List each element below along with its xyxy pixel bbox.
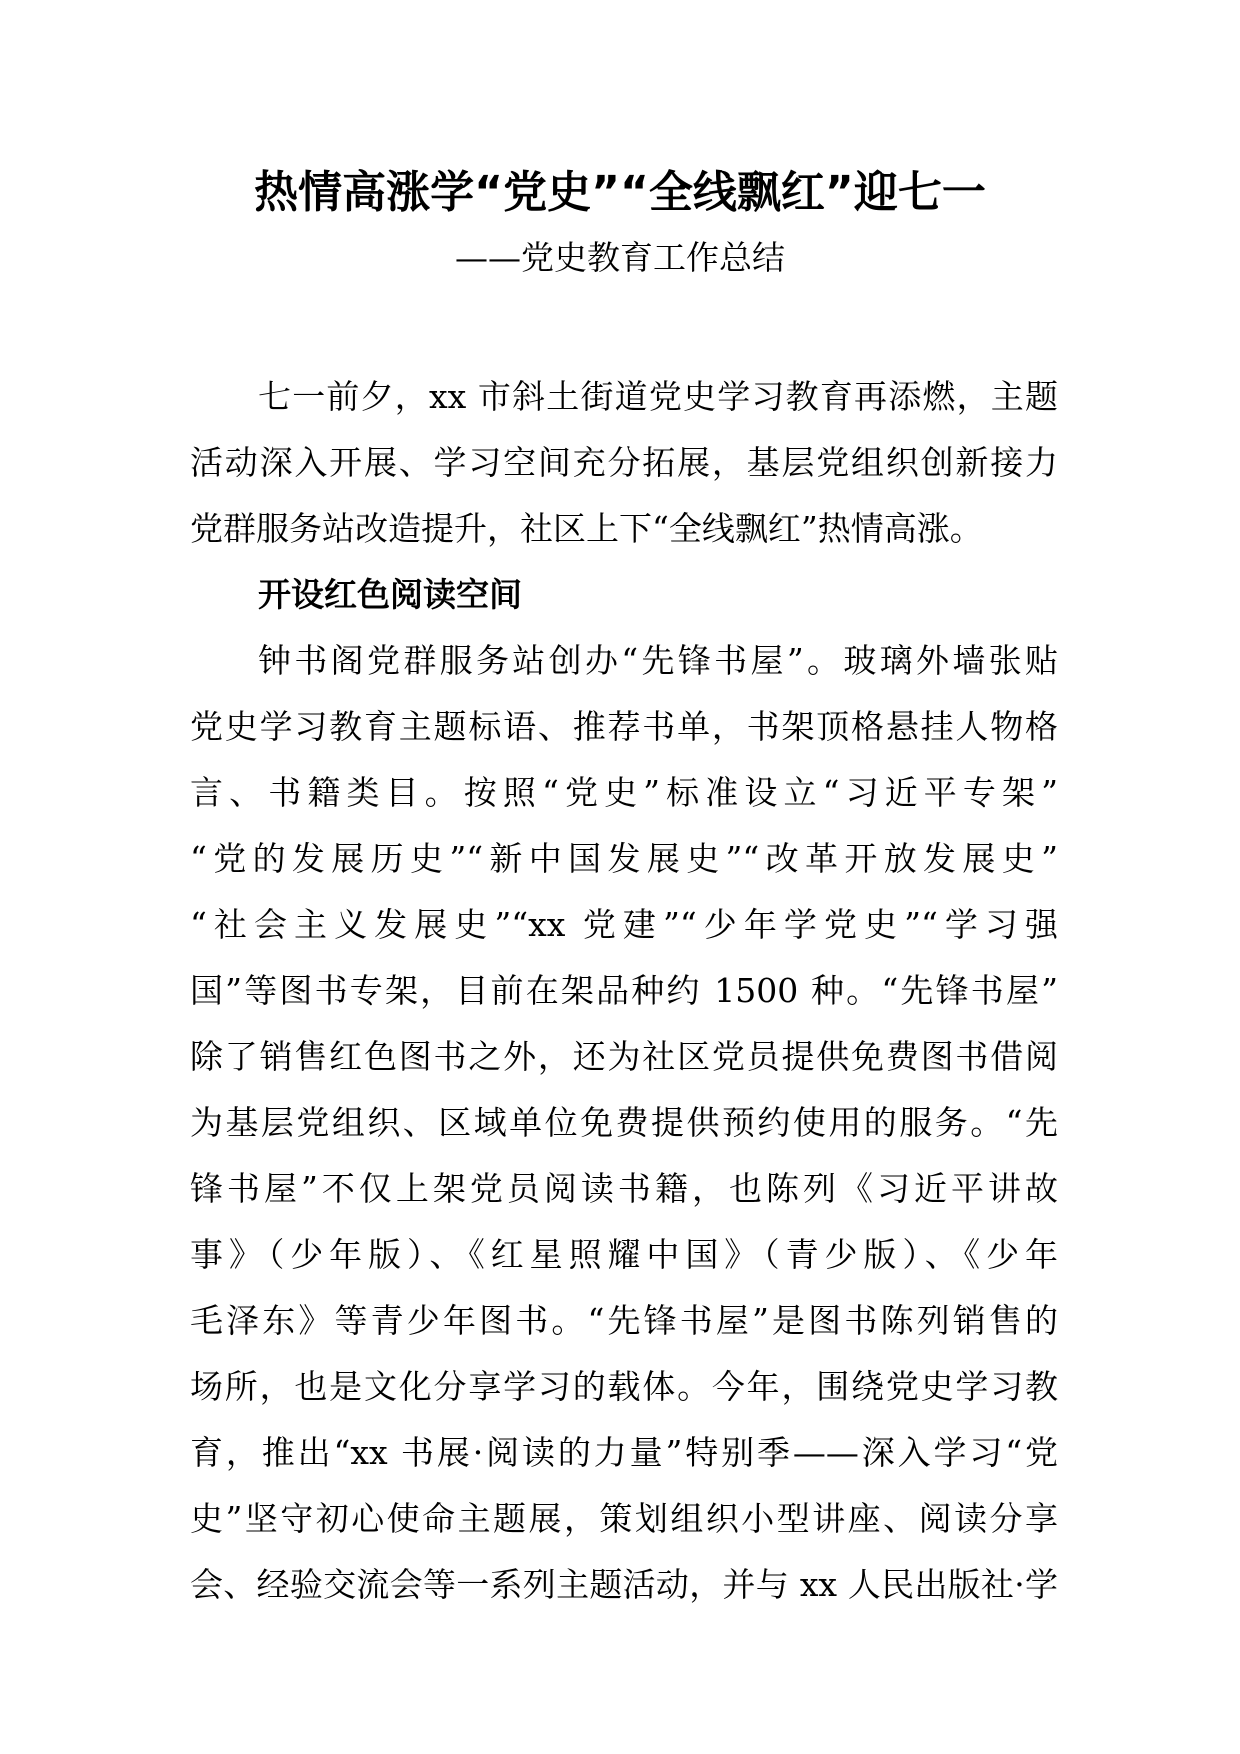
paragraph-line: 史”坚守初心使命主题展，策划组织小型讲座、阅读分享: [190, 1499, 1058, 1538]
paragraph-line: 为基层党组织、区域单位免费提供预约使用的服务。“先: [190, 1103, 1058, 1142]
paragraph-line: 言、书籍类目。按照“党史”标准设立“习近平专架”: [190, 773, 1058, 812]
paragraph-intro: [190, 364, 1058, 562]
paragraph-line: 毛泽东》等青少年图书。“先锋书屋”是图书陈列销售的: [190, 1301, 1058, 1340]
paragraph-line: 七一前夕，xx 市斜土街道党史学习教育再添燃，主题: [258, 377, 1058, 416]
paragraph-line: “党的发展历史”“新中国发展史”“改革开放发展史”: [190, 839, 1058, 878]
paragraph-line: 会、经验交流会等一系列主题活动，并与 xx 人民出版社·学: [190, 1565, 1058, 1604]
paragraph-line: 活动深入开展、学习空间充分拓展，基层党组织创新接力: [190, 443, 1058, 482]
paragraph-line: 场所，也是文化分享学习的载体。今年，围绕党史学习教: [190, 1367, 1058, 1406]
paragraph-line: 除了销售红色图书之外，还为社区党员提供免费图书借阅: [190, 1037, 1058, 1076]
section-heading: 开设红色阅读空间: [258, 575, 522, 614]
paragraph-reading-space: [190, 628, 1058, 1618]
document-title: 热情高涨学“党史”“全线飘红”迎七一: [254, 167, 986, 218]
paragraph-line: 事》（少年版）、《红星照耀中国》（青少版）、《少年: [190, 1235, 1058, 1274]
paragraph-line: 育，推出“xx 书展·阅读的力量”特别季——深入学习“党: [190, 1433, 1058, 1472]
paragraph-line: 锋书屋”不仅上架党员阅读书籍，也陈列《习近平讲故: [190, 1169, 1058, 1208]
paragraph-line: 钟书阁党群服务站创办“先锋书屋”。玻璃外墙张贴: [258, 641, 1058, 680]
document-subtitle: ——党史教育工作总结: [455, 238, 785, 277]
paragraph-line: 党群服务站改造提升，社区上下“全线飘红”热情高涨。: [190, 509, 983, 548]
paragraph-line: 国”等图书专架，目前在架品种约 1500 种。“先锋书屋”: [190, 971, 1058, 1010]
document-body: [190, 364, 1058, 1618]
paragraph-line: “社会主义发展史”“xx 党建”“少年学党史”“学习强: [190, 905, 1058, 944]
paragraph-line: 党史学习教育主题标语、推荐书单，书架顶格悬挂人物格: [190, 707, 1058, 746]
